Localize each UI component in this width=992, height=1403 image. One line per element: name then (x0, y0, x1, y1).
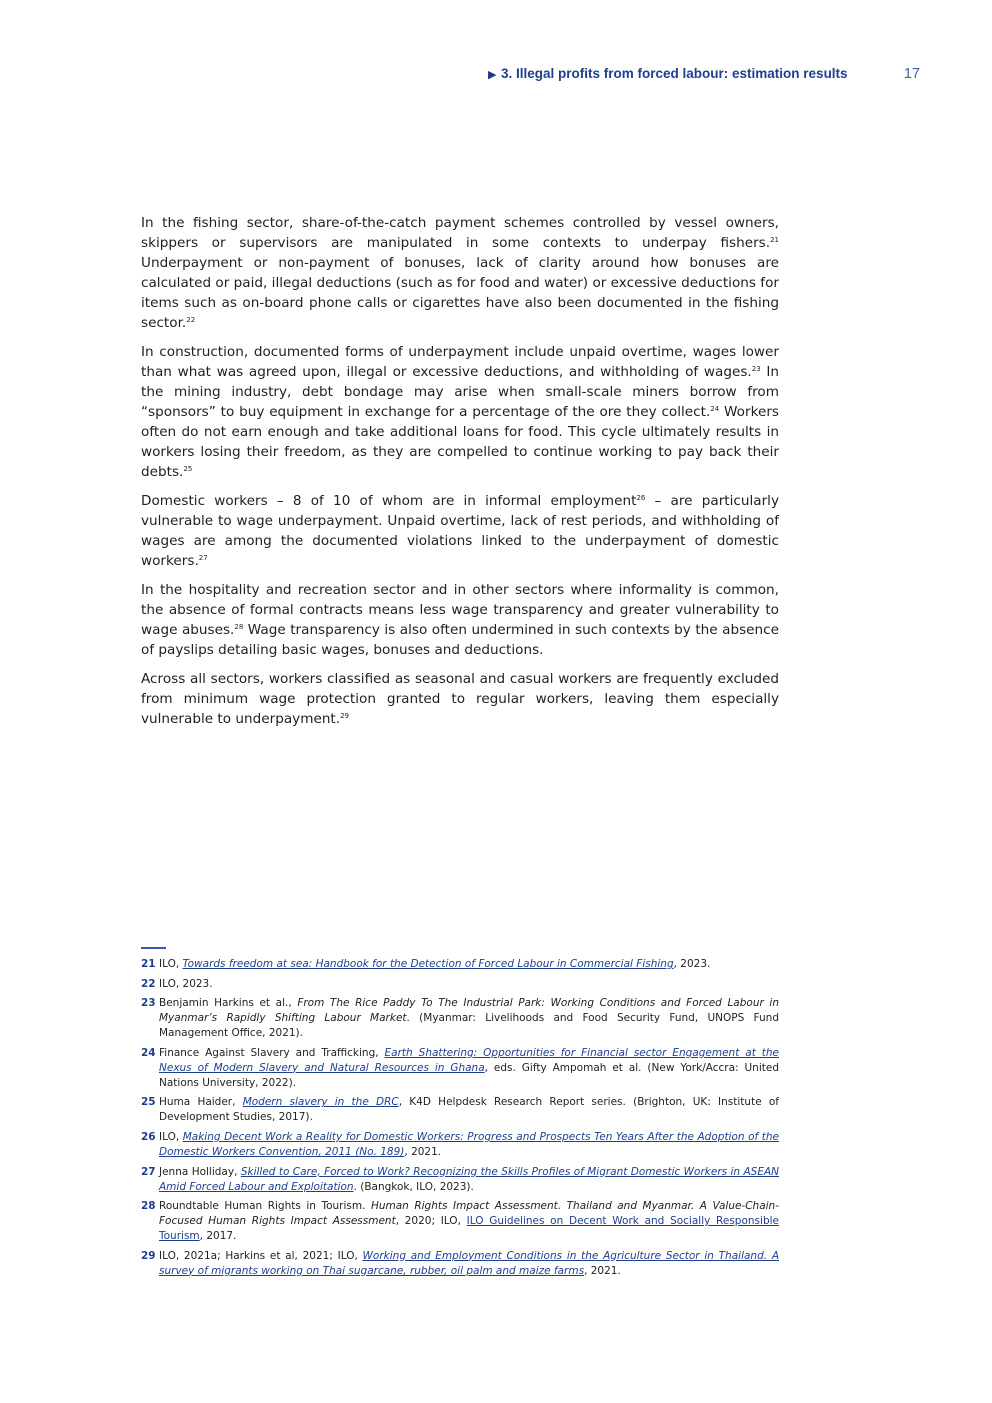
footnote-23: 23 Benjamin Harkins et al., From The Rice Paddy To The Industrial Park: Working Conditions and Forced Labour in Myanmar’s Rapidly Shifting Labour Market. (Myanmar: Livelihoods and Food Security Fund, UNOPS Fund Management Office, 2021). (141, 997, 779, 1040)
footnote-number: 21 (141, 958, 156, 970)
footnote-link[interactable]: Earth Shattering: Opportunities for Financial sector Engagement at the Nexus of Modern Slavery and Natural Resources in Ghana (159, 1046, 779, 1074)
footnote-ref[interactable]: 23 (751, 365, 761, 373)
footnote-divider (141, 947, 166, 949)
main-text (141, 213, 779, 738)
footnote-27: 27 Jenna Holliday, Skilled to Care, Forced to Work? Recognizing the Skills Profiles of Migrant Domestic Workers in ASEAN Amid Forced Labour and Exploitation. (Bangkok, ILO, 2023). (141, 1165, 780, 1193)
footnote-ref[interactable]: 27 (198, 554, 208, 562)
footnote-link[interactable]: Making Decent Work a Reality for Domestic Workers: Progress and Prospects Ten Years After the Adoption of the Domestic Workers Convention, 2011 (No. 189) (159, 1130, 779, 1158)
footnote-link[interactable]: Towards freedom at sea: Handbook for the Detection of Forced Labour in Commercial Fishing (182, 958, 674, 970)
footnote-link[interactable]: Modern slavery in the DRC (242, 1096, 399, 1109)
footnote-number: 28 (141, 1200, 156, 1213)
footnote-number: 24 (141, 1046, 156, 1059)
footnote-ref[interactable]: 21 (770, 236, 779, 244)
footnote-ref[interactable]: 24 (710, 405, 720, 413)
footnote-22: 22 ILO, 2023. (141, 977, 213, 990)
footnote-ref[interactable]: 28 (234, 623, 244, 631)
footnote-ref[interactable]: 25 (183, 465, 193, 473)
footnote-28: 28 Roundtable Human Rights in Tourism. Human Rights Impact Assessment. Thailand and Myanmar. A Value-Chain-Focused Human Rights Impact Assessment, 2020; ILO, ILO Guidelines on Decent Work and Socially Responsible Tourism, 2017. (141, 1200, 780, 1243)
footnote-number: 27 (141, 1165, 156, 1178)
footnote-number: 29 (141, 1249, 156, 1262)
footnote-link[interactable]: Working and Employment Conditions in the Agriculture Sector in Thailand. A survey of migrants working on Thai sugarcane, rubber, oil palm and maize farms (159, 1249, 780, 1277)
footnote-25: 25 Huma Haider, Modern slavery in the DRC, K4D Helpdesk Research Report series. (Brighton, UK: Institute of Development Studies, 2017). (141, 1096, 779, 1124)
footnote-number: 26 (141, 1130, 156, 1143)
paragraph-fishing: In the fishing sector, share-of-the-catch payment schemes controlled by vessel owners, skippers or supervisors are manipulated in some contexts to underpay fishers.$^{21}$ Underpayment or non-payment of bonuses, lack of clarity around how bonuses are calculated or paid, illegal deductions (such as for food and water) or excessive deductions for items such as on-board phone calls or cigarettes have also been documented in the fishing sector.$^{22}$ (141, 215, 779, 331)
footnote-link[interactable]: ILO Guidelines on Decent Work and Socially Responsible Tourism (159, 1215, 779, 1243)
paragraph-all-sectors: Across all sectors, workers classified as seasonal and casual workers are frequently excluded from minimum wage protection granted to regular workers, leaving them especially vulnerable to underpayment.$^{29}$ (141, 671, 779, 727)
triangle-bullet-icon: ▶ (488, 69, 497, 81)
footnote-ref[interactable]: 29 (340, 712, 350, 720)
running-header (488, 66, 920, 86)
paragraph-construction-mining: In construction, documented forms of underpayment include unpaid overtime, wages lower than what was agreed upon, illegal or excessive deductions, and withholding of wages.$^{23}$ In the mining industry, debt bondage may arise when small-scale miners borrow from “sponsors” to buy equipment in exchange for a percentage of the ore they collect.$^{24}$ Workers often do not earn enough and take additional loans for food. This cycle ultimately results in workers losing their freedom, as they are compelled to continue working to pay back their debts.$^{25}$ (141, 344, 779, 480)
footnote-ref[interactable]: 22 (186, 316, 196, 324)
footnote-number: 25 (141, 1096, 156, 1109)
section-title: 3. Illegal profits from forced labour: estimation results (501, 66, 848, 81)
page-number: 17 (903, 66, 920, 82)
footnote-number: 23 (141, 997, 156, 1010)
footnote-21: 21 ILO, Towards freedom at sea: Handbook for the Detection of Forced Labour in Commercial Fishing, 2023. (141, 958, 711, 970)
paragraph-hospitality: In the hospitality and recreation sector and in other sectors where informality is common, the absence of formal contracts means less wage transparency and greater vulnerability to wage abuses.$^{28}$ Wage transparency is also often undermined in such contexts by the absence of payslips detailing basic wages, bonuses and deductions. (141, 582, 780, 658)
paragraph-domestic-workers: Domestic workers – 8 of 10 of whom are in informal employment$^{26}$ – are particularly vulnerable to wage underpayment. Unpaid overtime, lack of rest periods, and withholding of wages are among the documented violations linked to the underpayment of domestic workers.$^{27}$ (141, 493, 779, 569)
footnote-number: 22 (141, 977, 156, 990)
footnote-ref[interactable]: 26 (636, 494, 646, 502)
footnotes (141, 957, 779, 1283)
footnote-link[interactable]: Skilled to Care, Forced to Work? Recognizing the Skills Profiles of Migrant Domestic Workers in ASEAN Amid Forced Labour and Exploitation (159, 1165, 780, 1193)
footnote-29: 29 ILO, 2021a; Harkins et al, 2021; ILO, Working and Employment Conditions in the Agriculture Sector in Thailand. A survey of migrants working on Thai sugarcane, rubber, oil palm and maize farms, 2021. (141, 1249, 780, 1277)
footnote-26: 26 ILO, Making Decent Work a Reality for Domestic Workers: Progress and Prospects Ten Years After the Adoption of the Domestic Workers Convention, 2011 (No. 189), 2021. (141, 1130, 779, 1158)
footnote-24: 24 Finance Against Slavery and Trafficking, Earth Shattering: Opportunities for Financial sector Engagement at the Nexus of Modern Slavery and Natural Resources in Ghana, eds. Gifty Ampomah et al. (New York/Accra: United Nations University, 2022). (141, 1046, 779, 1089)
